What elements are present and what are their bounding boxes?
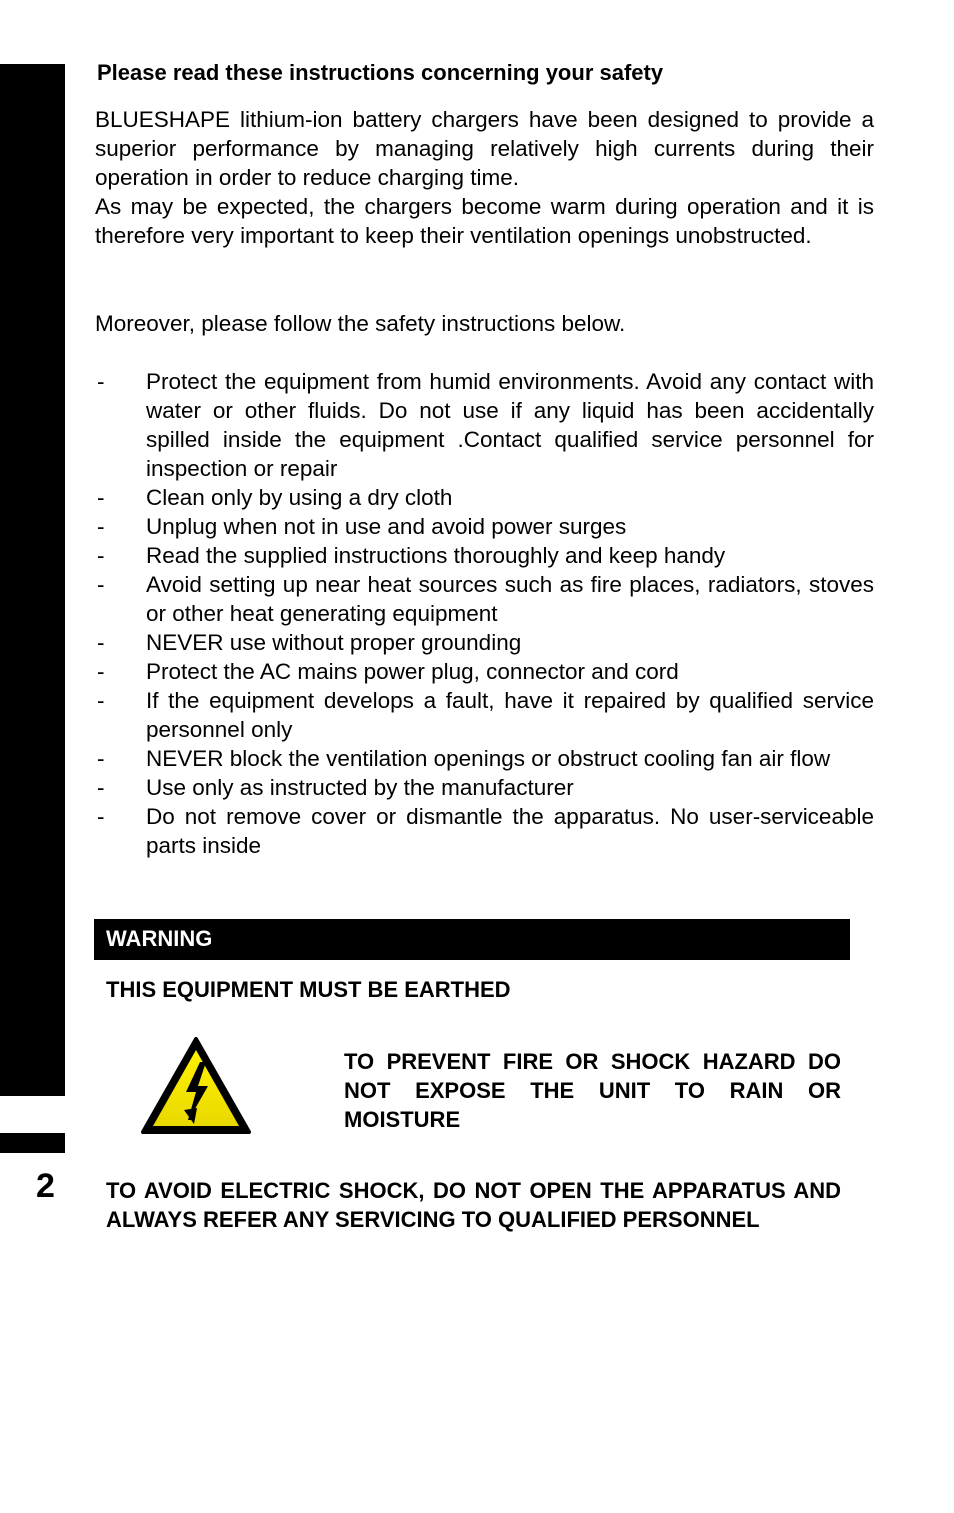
intro-paragraph-2: As may be expected, the chargers become warm during operation and it is therefore very important to keep their ventilation openings unobstructed. <box>95 194 874 248</box>
list-item <box>95 570 874 628</box>
list-item-text: Do not remove cover or dismantle the apparatus. No user-serviceable parts inside <box>146 804 874 858</box>
page-number: 2 <box>36 1167 55 1205</box>
earthed-notice: THIS EQUIPMENT MUST BE EARTHED <box>106 977 511 1002</box>
list-item <box>95 483 874 512</box>
list-item <box>95 628 874 657</box>
list-item <box>95 512 874 541</box>
list-item <box>95 657 874 686</box>
side-section-tab <box>0 64 65 1096</box>
list-item <box>95 744 874 773</box>
list-item-text: If the equipment develops a fault, have it repaired by qualified service personnel only <box>146 688 874 742</box>
hazard-warning-text: TO PREVENT FIRE OR SHOCK HAZARD DO NOT EXPOSE THE UNIT TO RAIN OR MOISTURE <box>344 1049 841 1132</box>
warning-label: WARNING <box>106 926 213 951</box>
list-bullet: - <box>97 485 105 510</box>
page-title: Please read these instructions concerning your safety <box>97 60 664 85</box>
list-bullet: - <box>97 746 105 771</box>
list-bullet: - <box>97 775 105 800</box>
list-bullet: - <box>97 543 105 568</box>
list-item <box>95 541 874 570</box>
list-item <box>95 802 874 860</box>
intro-text <box>95 105 874 250</box>
high-voltage-warning-icon <box>140 1036 252 1136</box>
safety-instructions-list <box>95 367 874 860</box>
list-item-text: NEVER use without proper grounding <box>146 630 522 655</box>
list-item <box>95 686 874 744</box>
list-item-text: Read the supplied instructions thoroughly and keep handy <box>146 543 726 568</box>
list-item-text: Protect the AC mains power plug, connector and cord <box>146 659 679 684</box>
list-item-text: Use only as instructed by the manufacturer <box>146 775 574 800</box>
list-bullet: - <box>97 659 105 684</box>
list-bullet: - <box>97 804 105 829</box>
shock-warning-text: TO AVOID ELECTRIC SHOCK, DO NOT OPEN THE APPARATUS AND ALWAYS REFER ANY SERVICING TO QUALIFIED PERSONNEL <box>106 1178 841 1232</box>
list-item-text: NEVER block the ventilation openings or obstruct cooling fan air flow <box>146 746 831 771</box>
list-bullet: - <box>97 514 105 539</box>
list-bullet: - <box>97 572 105 597</box>
intro-paragraph-1: BLUESHAPE lithium-ion battery chargers have been designed to provide a superior performance by managing relatively high currents during their operation in order to reduce charging time. <box>95 107 874 190</box>
list-bullet: - <box>97 369 105 394</box>
list-item-text: Unplug when not in use and avoid power surges <box>146 514 627 539</box>
intro-paragraph-3: Moreover, please follow the safety instructions below. <box>95 311 626 336</box>
list-item-text: Protect the equipment from humid environments. Avoid any contact with water or other fluids. Do not use if any liquid has been accidentally spilled inside the equipment .Contact qualified service personnel for inspection or repair <box>146 369 874 481</box>
warning-banner <box>94 919 850 960</box>
list-item-text: Avoid setting up near heat sources such as fire places, radiators, stoves or other heat generating equipment <box>146 572 874 626</box>
list-item-text: Clean only by using a dry cloth <box>146 485 453 510</box>
list-item <box>95 367 874 483</box>
list-item <box>95 773 874 802</box>
side-page-marker <box>0 1133 65 1153</box>
list-bullet: - <box>97 630 105 655</box>
list-bullet: - <box>97 688 105 713</box>
